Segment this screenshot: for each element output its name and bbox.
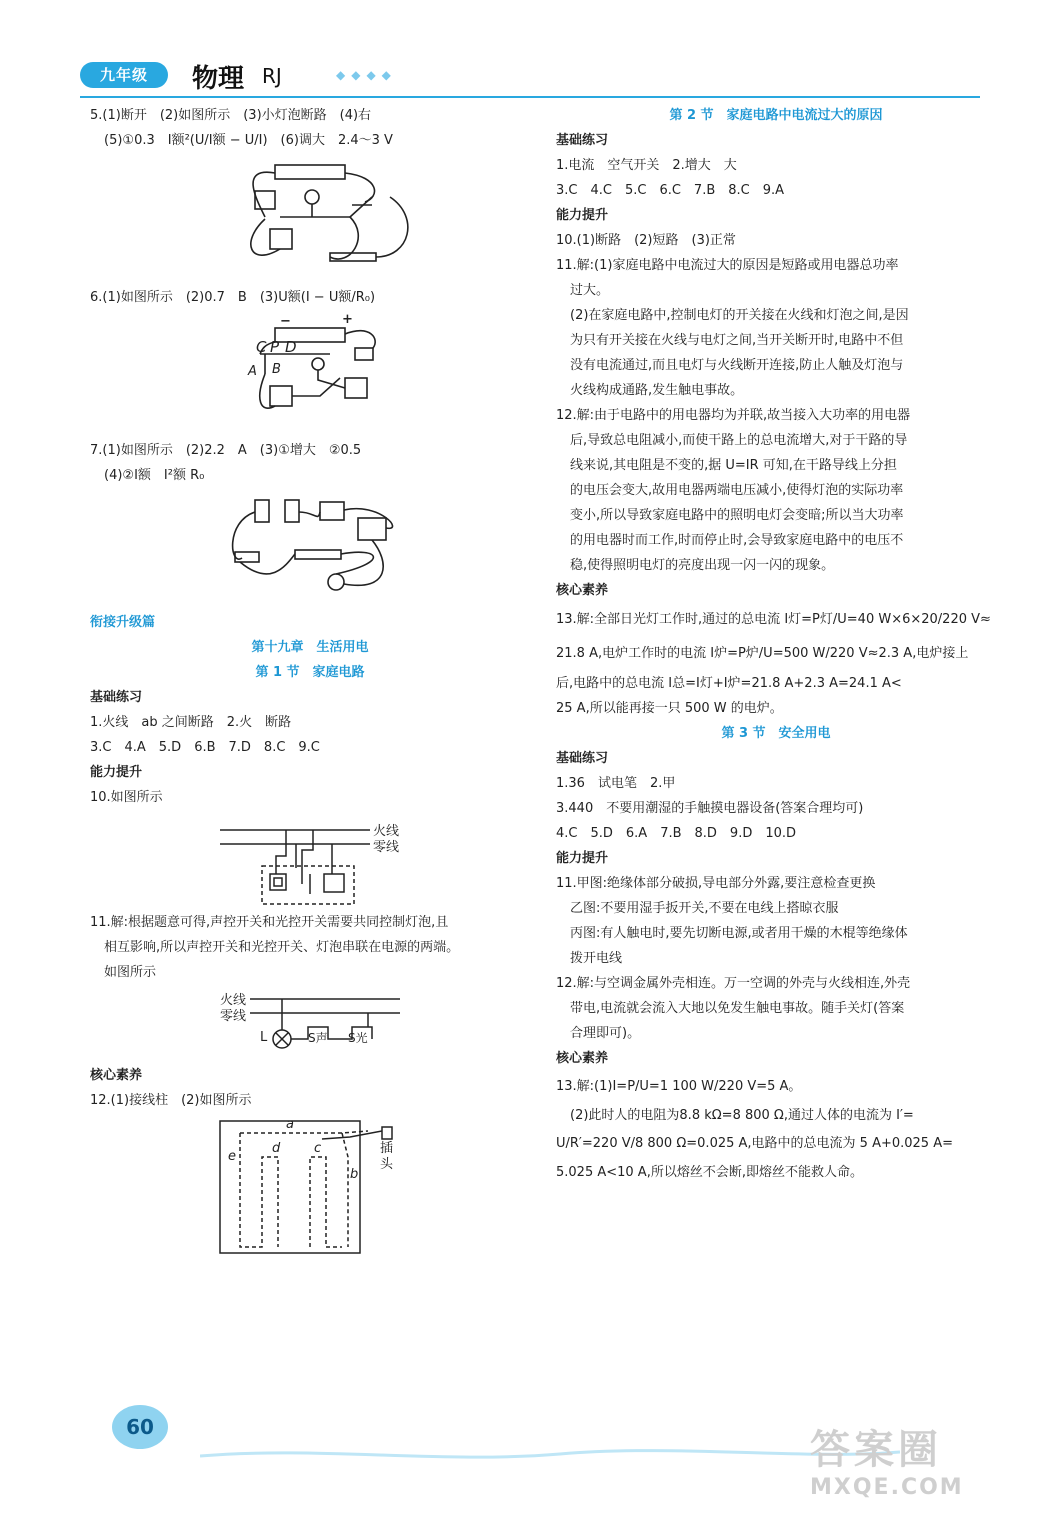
q7-line-1: 7.(1)如图所示 (2)2.2 A (3)①增大 ②0.5 xyxy=(90,443,362,458)
q10-line: 10.如图所示 xyxy=(90,790,163,805)
s-q11-line-2: 乙图:不要用湿手扳开关,不要在电线上搭晾衣服 xyxy=(570,901,839,916)
q7-circuit-figure xyxy=(90,492,530,602)
q11-neutral-label: 零线 xyxy=(220,1009,247,1024)
r-q11-line-6: 火线构成通路,发生触电事故。 xyxy=(570,383,744,398)
right-basic-answers-2: 3.C 4.C 5.C 6.C 7.B 8.C 9.A xyxy=(556,183,785,198)
right-basic-answers-1: 1.电流 空气开关 2.增大 大 xyxy=(556,158,737,173)
s-q12-line-1: 12.解:与空调金属外壳相连。万一空调的外壳与火线相连,外壳 xyxy=(556,976,911,991)
q12-label-d: d xyxy=(272,1141,281,1156)
left-basic-answers-1: 1.火线 ab 之间断路 2.火 断路 xyxy=(90,715,292,730)
chapter-heading: 第十九章 生活用电 xyxy=(251,640,369,655)
q11-line-1: 11.解:根据题意可得,声控开关和光控开关需要共同控制灯泡,且 xyxy=(90,915,449,930)
section-heading: 衔接升级篇 xyxy=(90,615,156,630)
s-q13-line-4: 5.025 A<10 A,所以熔丝不会断,即熔丝不能救人命。 xyxy=(556,1165,863,1180)
q7-line-2: (4)②I额 I²额 R₀ xyxy=(104,468,205,483)
s-q11-line-1: 11.甲图:绝缘体部分破损,导电部分外露,要注意检查更换 xyxy=(556,876,876,891)
watermark-bottom: MXQE.COM xyxy=(810,1475,964,1500)
core-heading-right-2: 核心素养 xyxy=(556,1051,609,1066)
lesson3-heading: 第 3 节 安全用电 xyxy=(721,726,831,741)
r-q13-line-2: 21.8 A,电炉工作时的电流 I炉=P炉/U=500 W/220 V≈2.3 A,电炉接上 xyxy=(556,646,969,661)
r-q12-line-5: 变小,所以导致家庭电路中的照明电灯会变暗;所以当大功率 xyxy=(570,508,904,523)
ability-heading-right-2: 能力提升 xyxy=(556,851,609,866)
label-a: A xyxy=(248,364,257,379)
watermark-top: 答案圈 xyxy=(810,1427,942,1473)
q11-line-3: 如图所示 xyxy=(104,965,157,980)
q6-circuit-figure xyxy=(90,314,530,434)
s-q12-line-3: 合理即可)。 xyxy=(570,1026,641,1041)
q12-line: 12.(1)接线柱 (2)如图所示 xyxy=(90,1093,252,1108)
r-q12-line-1: 12.解:由于电路中的用电器均为并联,故当接入大功率的用电器 xyxy=(556,408,911,423)
header-rule xyxy=(80,96,980,98)
q12-label-e: e xyxy=(228,1149,236,1164)
grade-badge: 九年级 xyxy=(80,62,168,88)
r-q12-line-3: 线来说,其电阻是不变的,据 U=IR 可知,在干路导线上分担 xyxy=(570,458,897,473)
s-q13-line-1: 13.解:(1)I=P/U=1 100 W/220 V=5 A。 xyxy=(556,1079,802,1094)
lesson1-heading: 第 1 节 家庭电路 xyxy=(255,665,365,680)
left-basic-answers-2: 3.C 4.A 5.D 6.B 7.D 8.C 9.C xyxy=(90,740,320,755)
q5-line-2: (5)①0.3 I额²(U/I额 − U/I) (6)调大 2.4～3 V xyxy=(104,133,393,148)
r-q13-line-3: 后,电路中的总电流 I总=I灯+I炉=21.8 A+2.3 A=24.1 A< xyxy=(556,676,902,691)
ability-heading-left: 能力提升 xyxy=(90,765,143,780)
s-answers-2: 3.440 不要用潮湿的手触摸电器设备(答案合理均可) xyxy=(556,801,864,816)
r-q11-line-5: 没有电流通过,而且电灯与火线断开连接,防止人触及灯泡与 xyxy=(570,358,904,373)
q11-switch-figure xyxy=(90,989,530,1059)
s-q11-line-4: 拨开电线 xyxy=(570,951,623,966)
plus-terminal: + xyxy=(342,312,353,327)
r-q13-line-4: 25 A,所以能再接一只 500 W 的电炉。 xyxy=(556,701,783,716)
label-b: B xyxy=(272,362,281,377)
s-q13-line-2: (2)此时人的电阻为8.8 kΩ=8 800 Ω,通过人体的电流为 I′= xyxy=(570,1108,914,1123)
q10-live-label: 火线 xyxy=(373,824,400,839)
r-q13-line-1: 13.解:全部日光灯工作时,通过的总电流 I灯=P灯/U=40 W×6×20/220 V≈ xyxy=(556,612,991,627)
r-q12-line-4: 的电压会变大,故用电器两端电压减小,使得灯泡的实际功率 xyxy=(570,483,904,498)
q11-live-label: 火线 xyxy=(220,993,247,1008)
r-q11-line-3: (2)在家庭电路中,控制电灯的开关接在火线和灯泡之间,是因 xyxy=(570,308,909,323)
ability-heading-right: 能力提升 xyxy=(556,208,609,223)
q11-line-2: 相互影响,所以声控开关和光控开关、灯泡串联在电源的两端。 xyxy=(104,940,460,955)
s-q13-line-3: U/R′=220 V/8 800 Ω=0.025 A,电路中的总电流为 5 A+0.025 A= xyxy=(556,1136,953,1151)
s-q11-line-3: 丙图:有人触电时,要先切断电源,或者用干燥的木棍等绝缘体 xyxy=(570,926,908,941)
subject-title: 物理 xyxy=(192,64,245,94)
battery-box xyxy=(275,165,345,179)
q12-wiring-figure xyxy=(90,1117,530,1257)
q12-label-b: b xyxy=(350,1167,359,1182)
basic-heading-left: 基础练习 xyxy=(90,690,143,705)
core-heading-right: 核心素养 xyxy=(556,583,609,598)
q5-circuit-figure xyxy=(90,157,530,277)
q12-label-c: c xyxy=(314,1141,322,1156)
q11-lamp-label: L xyxy=(260,1030,268,1045)
edition-label: RJ xyxy=(262,64,282,88)
minus-terminal: − xyxy=(280,314,291,329)
label-d: D xyxy=(285,338,297,356)
q5-line-1: 5.(1)断开 (2)如图所示 (3)小灯泡断路 (4)右 xyxy=(90,108,372,123)
left-column xyxy=(90,103,530,1261)
q12-plug-label: 插头 xyxy=(380,1141,394,1172)
q10-wiring-figure xyxy=(90,814,530,906)
q12-label-a: a xyxy=(286,1117,294,1132)
s-q12-line-2: 带电,电流就会流入大地以免发生触电事故。随手关灯(答案 xyxy=(570,1001,905,1016)
q11-s2-label: S光 xyxy=(348,1031,368,1045)
header-dots: ◆◆◆◆ xyxy=(336,68,397,82)
right-column xyxy=(556,103,996,1185)
s-answers-1: 1.36 试电笔 2.甲 xyxy=(556,776,676,791)
r-q11-line-2: 过大。 xyxy=(570,283,610,298)
r-q11-line-1: 11.解:(1)家庭电路中电流过大的原因是短路或用电器总功率 xyxy=(556,258,899,273)
footer-wave xyxy=(200,1436,900,1466)
core-heading-left: 核心素养 xyxy=(90,1068,143,1083)
watermark xyxy=(810,1418,1010,1528)
q6-line: 6.(1)如图所示 (2)0.7 B (3)U额(I − U额/R₀) xyxy=(90,290,376,305)
r-q11-line-4: 为只有开关接在火线与电灯之间,当开关断开时,电路中不但 xyxy=(570,333,904,348)
r-q12-line-2: 后,导致总电阻减小,而使干路上的总电流增大,对于干路的导 xyxy=(570,433,908,448)
page-number: 60 xyxy=(112,1405,168,1449)
q10-neutral-label: 零线 xyxy=(373,840,400,855)
basic-heading-right: 基础练习 xyxy=(556,133,609,148)
label-c: C xyxy=(256,338,267,356)
r-q12-line-6: 的用电器时而工作,时而停止时,会导致家庭电路中的电压不 xyxy=(570,533,904,548)
r-q10-line: 10.(1)断路 (2)短路 (3)正常 xyxy=(556,233,736,248)
label-p: P xyxy=(270,338,280,356)
basic-heading-right-2: 基础练习 xyxy=(556,751,609,766)
lesson2-heading: 第 2 节 家庭电路中电流过大的原因 xyxy=(669,108,883,123)
s-answers-3: 4.C 5.D 6.A 7.B 8.D 9.D 10.D xyxy=(556,826,797,841)
r-q12-line-7: 稳,使得照明电灯的亮度出现一闪一闪的现象。 xyxy=(570,558,835,573)
q11-s1-label: S声 xyxy=(308,1031,328,1045)
